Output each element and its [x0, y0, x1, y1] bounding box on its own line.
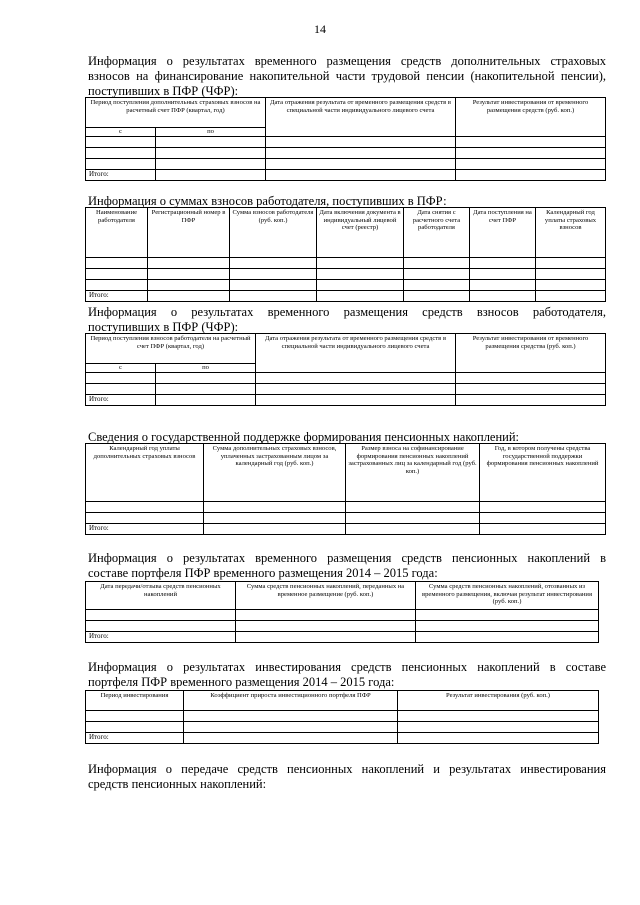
page-number: 14	[314, 22, 326, 36]
section-2-table	[85, 207, 606, 302]
heading-line: взносов на финансирование накопительной части трудовой пенсии (накопительной пенсии),	[88, 69, 606, 83]
section-6-table	[85, 690, 599, 744]
column-header: Результат инвестирования от временного размещения средства (руб. коп.)	[456, 334, 606, 373]
subcolumn-header: по	[156, 128, 266, 137]
column-header: Период поступления взносов работодателя на расчетный счет ПФР (квартал, год)	[86, 334, 256, 364]
total-label: Итого:	[86, 395, 156, 406]
column-header: Дата поступления на счет ПФР	[470, 208, 536, 258]
table-row	[86, 159, 606, 170]
heading-line: Информация о результатах временного размещения средств взносов работодателя,	[88, 305, 606, 319]
column-header: Календарный год уплаты страховых взносов	[536, 208, 606, 258]
table-row	[86, 258, 606, 269]
heading-line: Информация о результатах временного размещения средств пенсионных накоплений в	[88, 551, 606, 565]
column-header: Период инвестирования	[86, 691, 184, 711]
heading-line: Сведения о государственной поддержке формирования пенсионных накоплений:	[88, 430, 520, 444]
total-row	[86, 733, 599, 744]
total-label: Итого:	[86, 291, 148, 302]
column-header: Сумма средств пенсионных накоплений, отозванных из временного размещения, включая результат инвестирования (руб. коп.)	[416, 582, 599, 610]
total-label: Итого:	[86, 632, 236, 643]
subcolumn-header: по	[156, 364, 256, 373]
total-label: Итого:	[86, 733, 184, 744]
total-row	[86, 524, 606, 535]
column-header: Регистрационный номер в ПФР	[148, 208, 230, 258]
table-row	[86, 373, 606, 384]
table-row	[86, 621, 599, 632]
section-3-table	[85, 333, 606, 406]
total-row	[86, 395, 606, 406]
column-header: Результат инвестирования от временного размещения средств (руб. коп.)	[456, 98, 606, 137]
column-header: Сумма средств пенсионных накоплений, переданных на временное размещение (руб. коп.)	[236, 582, 416, 610]
subcolumn-header: с	[86, 128, 156, 137]
column-header: Сумма взносов работодателя (руб. коп.)	[230, 208, 317, 258]
heading-line: составе портфеля ПФР временного размещения 2014 – 2015 года:	[88, 566, 438, 580]
column-header: Год, в котором получены средства государственной поддержки формирования пенсионных накоплений	[480, 444, 606, 502]
total-row	[86, 291, 606, 302]
section-1-heading	[88, 54, 606, 99]
section-5-heading	[88, 551, 606, 581]
heading-line: поступивших в ПФР (ЧФР):	[88, 320, 239, 334]
table-row	[86, 269, 606, 280]
column-header: Дата включения документа в индивидуальный лицевой счет (реестр)	[317, 208, 404, 258]
section-1-table	[85, 97, 606, 181]
subcolumn-header: с	[86, 364, 156, 373]
heading-line: портфеля ПФР временного размещения 2014 – 2015 года:	[88, 675, 395, 689]
table-row	[86, 280, 606, 291]
section-4-table	[85, 443, 606, 535]
table-row	[86, 384, 606, 395]
table-row	[86, 722, 599, 733]
heading-line: поступивших в ПФР (ЧФР):	[88, 84, 239, 98]
column-header: Наименование работодателя	[86, 208, 148, 258]
heading-line: Информация о результатах временного размещения средств дополнительных страховых	[88, 54, 606, 68]
column-header: Дата снятия с расчетного счета работодателя	[404, 208, 470, 258]
section-7-heading	[88, 762, 606, 792]
column-header: Период поступления дополнительных страховых взносов на расчетный счет ПФР (квартал, год)	[86, 98, 266, 128]
table-row	[86, 137, 606, 148]
heading-line: Информация о суммах взносов работодателя, поступивших в ПФР:	[88, 194, 447, 208]
column-header: Календарный год уплаты дополнительных страховых взносов	[86, 444, 204, 502]
section-3-heading	[88, 305, 606, 335]
heading-line: средств пенсионных накоплений:	[88, 777, 267, 791]
column-header: Коэффициент прироста инвестиционного портфеля ПФР	[184, 691, 398, 711]
section-6-heading	[88, 660, 606, 690]
total-row	[86, 632, 599, 643]
heading-line: Информация о результатах инвестирования средств пенсионных накоплений в составе	[88, 660, 606, 674]
column-header: Дата отражения результата от временного размещения средств в специальной части индивидуального лицевого счета	[256, 334, 456, 373]
total-row	[86, 170, 606, 181]
column-header: Сумма дополнительных страховых взносов, уплаченных застрахованным лицом за календарный год (руб. коп.)	[204, 444, 346, 502]
column-header: Дата отражения результата от временного размещения средств в специальной части индивидуального лицевого счета	[266, 98, 456, 137]
table-row	[86, 610, 599, 621]
table-row	[86, 711, 599, 722]
table-row	[86, 502, 606, 513]
column-header: Результат инвестирования (руб. коп.)	[398, 691, 599, 711]
total-label: Итого:	[86, 524, 204, 535]
heading-line: Информация о передаче средств пенсионных накоплений и результатах инвестирования	[88, 762, 606, 776]
column-header: Размер взноса на софинансирование формирования пенсионных накоплений застрахованных лиц за календарный год (руб. коп.)	[346, 444, 480, 502]
column-header: Дата передачи/отзыва средств пенсионных накоплений	[86, 582, 236, 610]
table-row	[86, 148, 606, 159]
section-5-table	[85, 581, 599, 643]
total-label: Итого:	[86, 170, 156, 181]
table-row	[86, 513, 606, 524]
